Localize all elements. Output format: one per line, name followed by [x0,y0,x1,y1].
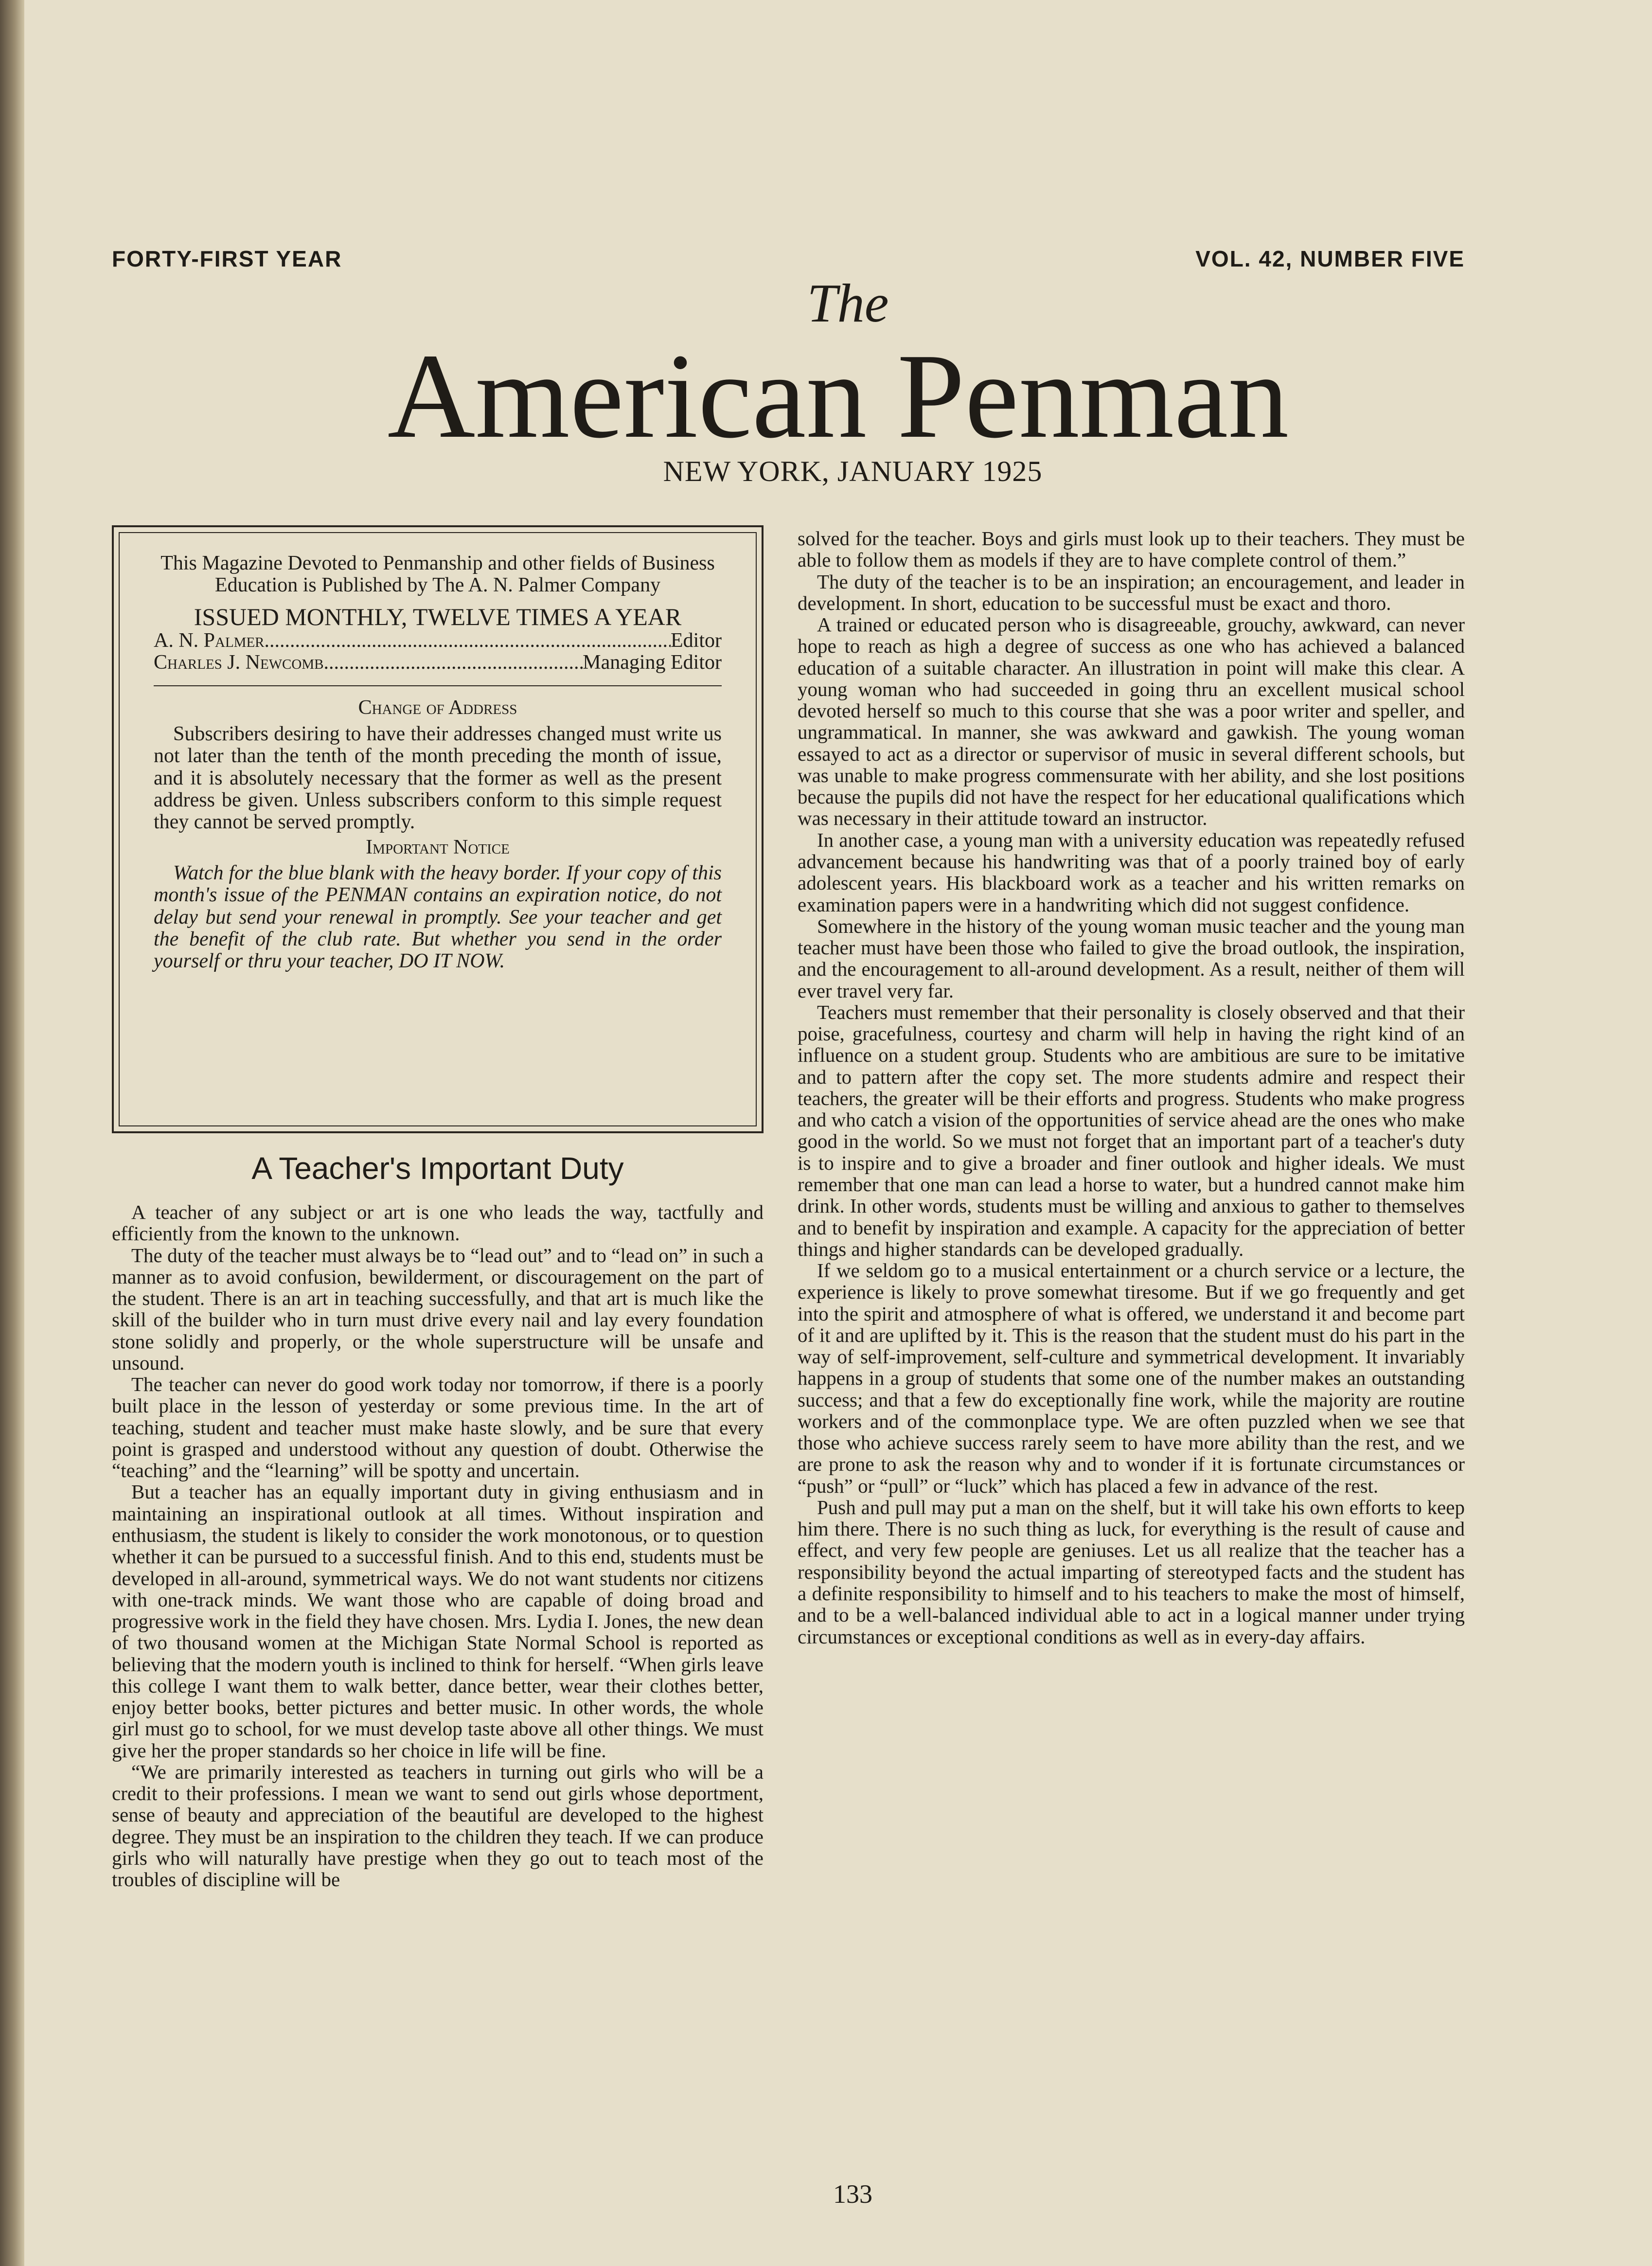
article-paragraph: If we seldom go to a musical entertainment or a church service or a lecture, the experience is likely to prove somewhat tiresome. But if we go frequently and get into the spirit and atmosphere of what is offered, we understand it and become part of it and are uplifted by it. This is the reason that the student must do his part in the way of self-improvement, self-culture and symmetrical development. It invariably happens in a group of students that some one of the number makes an outstanding success; and that a few do exceptionally fine work, while the majority are routine workers and of the commonplace type. We are often puzzled when we see that those who achieve success rarely seem to have more ability than the rest, and we are prone to ask the reason why and to wonder if it is fortunate circumstances or “push” or “pull” or “luck” which has placed a few in advance of the rest. [798,1259,1465,1497]
article-paragraph: The duty of the teacher is to be an inspiration; an encouragement, and leader in development. In short, education to be successful must be exact and thoro. [798,570,1465,614]
magazine-page [24,0,1652,2266]
box-intro: This Magazine Devoted to Penmanship and other fields of Business Education is Published by The A. N. Palmer Company [160,552,715,597]
box-divider [154,685,722,686]
masthead-title: American Penman [387,329,1289,464]
article-paragraph: The teacher can never do good work today nor tomorrow, if there is a poorly built place in the lesson of yesterday or some previous time. In the art of teaching, student and teacher must make haste slowly, and be sure that every point is grasped and understood without any question of doubt. Otherwise the “teaching” and the “learning” will be spotty and uncertain. [112,1373,764,1482]
article-paragraph: A trained or educated person who is disagreeable, grouchy, awkward, can never hope to reach as high a degree of success as one who has achieved a balanced education of a suitable character. An illustration in point will make this clear. A young woman who had succeeded in going thru an excellent musical school devoted herself so much to this course that she was a poor writer and speller, and ungrammatical. In manner, she was awkward and gawkish. The young woman essayed to act as a director or supervisor of music in several different schools, but was unable to make progress commensurate with her ability, and she lost positions because the pupils did not have the respect for her educational qualifications which was necessary in their attitude toward an instructor. [798,613,1465,830]
article-paragraph: Somewhere in the history of the young woman music teacher and the young man teacher must have been those who failed to give the broad outlook, the inspiration, and the encouragement to all-around development. As a result, neither of them will ever travel very far. [798,914,1465,1002]
leader-dots [323,652,583,674]
article-column-left [112,1201,764,1891]
article-paragraph: In another case, a young man with a university education was repeatedly refused advancement because his handwriting was that of a poorly trained boy of early adolescent years. His blackboard work as a teacher and his written remarks on examination papers were in a handwriting which did not suggest confidence. [798,828,1465,916]
dateline: NEW YORK, JANUARY 1925 [663,455,1043,487]
change-of-address-text: Subscribers desiring to have their addresses changed must write us not later than the tenth of the month preceding the month of issue, and it is absolutely necessary that the former as well as the present address be given. Unless subscribers conform to this simple request they cannot be served promptly. [154,722,722,834]
staff-editor [154,630,722,652]
managing-editor-name: Charles J. Newcomb [154,651,324,674]
article-title: A Teacher's Important Duty [251,1151,624,1186]
important-notice-heading: Important Notice [366,836,510,858]
editor-name: A. N. Palmer [154,629,265,652]
publication-info-box [112,525,764,1133]
article-paragraph: But a teacher has an equally important duty in giving enthusiasm and in maintaining an inspirational outlook at all times. Without inspiration and enthusiasm, the student is likely to consider the work monotonous, or to question whether it can be pursued to a successful finish. And to this end, students must be developed in all-around, symmetrical ways. We do not want students nor citizens with one-track minds. We want those who are capable of doing broad and progressive work in the field they have chosen. Mrs. Lydia I. Jones, the new dean of two thousand women at the Michigan State Normal School is reported as believing that the modern youth is inclined to think for herself. “When girls leave this college I want them to walk better, dance better, wear their clothes better, enjoy better books, better pictures and better music. In other words, the whole girl must go to school, for we must develop taste above all other things. We must give her the proper standards so her choice in life will be fine. [112,1481,764,1762]
box-issued: ISSUED MONTHLY, TWELVE TIMES A YEAR [194,603,682,630]
change-of-address-heading: Change of Address [358,696,517,719]
publication-info-inner [119,532,757,1126]
book-spine [0,0,24,2266]
masthead-article: The [807,273,889,334]
leader-dots [265,630,671,652]
article-paragraph: A teacher of any subject or art is one who leads the way, tactfully and efficiently from the known to the unknown. [112,1201,764,1245]
page-number: 133 [833,2179,872,2209]
editor-role: Editor [671,629,722,652]
article-paragraph: The duty of the teacher must always be to “lead out” and to “lead on” in such a manner as to avoid confusion, bewilderment, or discouragement on the part of the student. There is an art in teaching successfully, and that art is much like the skill of the builder who in turn must drive every nail and lay every foundation stone solidly and properly, or the whole superstructure will be unsafe and unsound. [112,1244,764,1374]
managing-editor-role: Managing Editor [583,651,722,674]
article-column-right [798,528,1465,1647]
important-notice-text: Watch for the blue blank with the heavy border. If your copy of this month's issue of the PENMAN contains an expiration notice, do not delay but send your renewal in promptly. See your teacher and get the benefit of the club rate. But whether you send in the order yourself or thru your teacher, DO IT NOW. [154,861,722,973]
article-paragraph: Teachers must remember that their personality is closely observed and that their poise, gracefulness, courtesy and charm will help in having the right kind of an influence on a student group. Students who are ambitious are sure to be imitative and to pattern after the copy set. The more students admire and respect their teachers, the greater will be their efforts and progress. Students who make progress and who catch a vision of the opportunities of service ahead are the ones who make good in the world. So we must not forget that an important part of a teacher's duty is to inspire and to give a broader and finer outlook and higher ideals. We must remember that one man can lead a horse to water, but a hundred cannot make him drink. In other words, students must be willing and anxious to gather to themselves and to benefit by inspiration and example. A capacity for the appreciation of better things and higher standards can be developed gradually. [798,1000,1465,1260]
article-paragraph: Push and pull may put a man on the shelf, but it will take his own efforts to keep him there. There is no such thing as luck, for everything is the result of cause and effect, and very few people are geniuses. Let us all realize that the teacher has a responsibility beyond the actual imparting of stereotyped facts and the student has a definite responsibility to himself and to his teachers to make the most of himself, and to be a well-balanced individual able to act in a logical manner under trying circumstances or exceptional conditions as well as in every-day affairs. [798,1496,1465,1648]
header-volume: VOL. 42, NUMBER FIVE [1195,246,1465,271]
header-year: FORTY-FIRST YEAR [112,246,342,271]
staff-managing-editor [154,652,722,674]
article-paragraph-continued: solved for the teacher. Boys and girls must look up to their teachers. They must be able to follow them as models if they are to have complete control of them.” [798,527,1465,571]
article-paragraph: “We are primarily interested as teachers in turning out girls who will be a credit to their professions. I mean we want to send out girls whose deportment, sense of beauty and appreciation of the beautiful are developed to the highest degree. They must be an inspiration to the children they teach. If we can produce girls who will naturally have prestige when they go out to teach most of the troubles of discipline will be [112,1760,764,1891]
